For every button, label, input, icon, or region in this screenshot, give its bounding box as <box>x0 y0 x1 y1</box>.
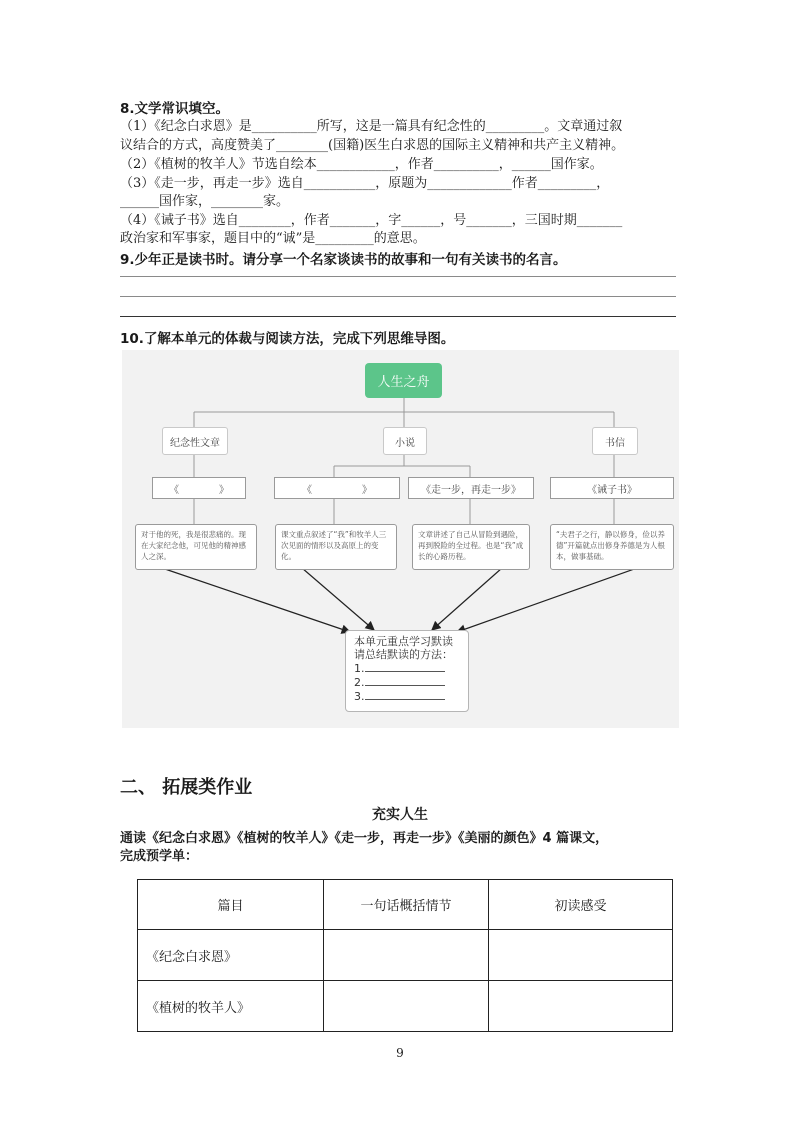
section-heading: 二、 拓展类作业 <box>120 777 253 798</box>
row-1-title: 《纪念白求恩》 <box>138 930 324 981</box>
mind-map-root: 人生之舟 <box>365 363 442 398</box>
center-line-1: 本单元重点学习默读 <box>354 635 453 648</box>
row-2-impression-cell[interactable] <box>489 981 673 1032</box>
preview-table <box>137 879 673 1032</box>
title-one-step: 《走一步，再走一步》 <box>408 477 534 499</box>
mind-map <box>122 350 679 728</box>
center-item-3: 3. <box>354 689 460 703</box>
table-header-row <box>138 880 673 930</box>
category-novel: 小说 <box>383 427 427 455</box>
desc-memorial: 对于他的死，我是很悲痛的。现在大家纪念他，可见他的精神感人之深。 <box>135 524 257 570</box>
section-subtitle: 充实人生 <box>372 807 428 823</box>
q8-line-3: （2）《植树的牧羊人》节选自绘本____________，作者__________，______国作家。 <box>120 157 603 172</box>
desc-admonition: “夫君子之行，静以修身，俭以养德”开篇就点出修身养德是为人根本，做事基础。 <box>550 524 674 570</box>
center-item-1: 1. <box>354 661 460 675</box>
answer-line-2 <box>120 296 676 297</box>
category-memorial-article: 纪念性文章 <box>162 427 228 455</box>
q8-line-7: 政治家和军事家，题目中的“诚”是_________的意思。 <box>120 231 426 246</box>
title-admonition: 《诫子书》 <box>550 477 674 499</box>
q8-line-2: 议结合的方式，高度赞美了________(国籍)医生白求恩的国际主义精神和共产主义精神。 <box>120 138 625 153</box>
table-row <box>138 981 673 1032</box>
q10-title: 10.了解本单元的体裁与阅读方法，完成下列思维导图。 <box>120 331 455 347</box>
silent-reading-box <box>345 630 469 712</box>
row-2-summary-cell[interactable] <box>324 981 489 1032</box>
row-1-summary-cell[interactable] <box>324 930 489 981</box>
header-first-impression: 初读感受 <box>489 880 673 930</box>
row-2-title: 《植树的牧羊人》 <box>138 981 324 1032</box>
center-item-2: 2. <box>354 675 460 689</box>
instruction-line-2: 完成预学单： <box>120 849 199 864</box>
instruction-line-1: 通读《纪念白求恩》《植树的牧羊人》《走一步，再走一步》《美丽的颜色》4 篇课文， <box>120 831 609 846</box>
answer-line-3 <box>120 316 676 317</box>
header-title: 篇目 <box>138 880 324 930</box>
q8-line-6: （4）《诫子书》选自________，作者_______，字______，号_______，三国时期_______ <box>120 213 623 228</box>
desc-shepherd: 课文重点叙述了“我”和牧羊人三次见面的情形以及高原上的变化。 <box>275 524 397 570</box>
title-blank-1: 《 》 <box>152 477 246 499</box>
q8-title: 8.文学常识填空。 <box>120 101 230 117</box>
center-line-2: 请总结默读的方法： <box>354 648 453 661</box>
table-row <box>138 930 673 981</box>
q8-line-5: ______国作家，________家。 <box>120 194 290 209</box>
header-plot-summary: 一句话概括情节 <box>324 880 489 930</box>
title-blank-2: 《 》 <box>274 477 400 499</box>
answer-line-1 <box>120 276 676 277</box>
page-number: 9 <box>396 1046 404 1060</box>
row-1-impression-cell[interactable] <box>489 930 673 981</box>
q8-line-1: （1）《纪念白求恩》是__________所写，这是一篇具有纪念性的_________。文章通过叙 <box>120 119 623 134</box>
category-letter: 书信 <box>592 427 638 455</box>
q8-line-4: （3）《走一步，再走一步》选自___________，原题为_____________作者_________， <box>120 176 610 191</box>
q9-title: 9.少年正是读书时。请分享一个名家谈读书的故事和一句有关读书的名言。 <box>120 252 567 268</box>
desc-one-step: 文章讲述了自己从冒险到遇险，再到脱险的全过程。也是“我”成长的心路历程。 <box>412 524 530 570</box>
